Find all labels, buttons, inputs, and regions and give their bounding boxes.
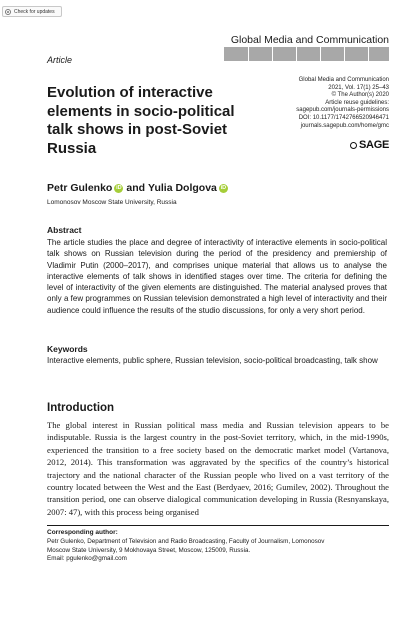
corresponding-author-line: Moscow State University, 9 Mokhovaya Street, Moscow, 125009, Russia. (47, 546, 251, 554)
journal-title: Global Media and Communication (230, 34, 389, 46)
introduction-text: The global interest in Russian political mass media and Russian television appears to be indisputable. Russia is the largest country in the post-Soviet territory, which, in the mid-1990s, experienced the transition to a free society based on the democratic market model (Vartanova, 2012, 2014). This transformation was aggravated by the specifics of the country’s historical trajectory and the national character of the Russian people who lived on a vast territory of the country located between the West and the East (Berdyaev, 2016; Gumilev, 2002). Throughout the transition period, one can observe dialogical communication developing in Russia (Resnyanskaya, 2007: 47), with this process being organised (47, 420, 389, 517)
sage-logo-text: SAGE (359, 139, 389, 151)
meta-permissions-link[interactable]: sagepub.com/journals-permissions (296, 107, 389, 114)
corresponding-author-details (47, 538, 347, 564)
journal-header-bar (224, 47, 389, 61)
sage-logo (350, 139, 389, 151)
author-name: Petr Gulenko (47, 182, 113, 194)
sage-logo-icon (350, 142, 357, 149)
meta-journal-link[interactable]: journals.sagepub.com/home/gmc (300, 122, 389, 129)
author-connector: and (126, 182, 146, 194)
article-type-label: Article (47, 55, 73, 65)
orcid-icon[interactable]: iD (220, 184, 227, 191)
check-for-updates-button[interactable] (2, 6, 62, 17)
meta-journal-name: Global Media and Communication (298, 77, 389, 83)
author-list (47, 182, 231, 194)
keywords-text: Interactive elements, public sphere, Russian television, socio-political broadcasting, talk show (47, 356, 378, 365)
corresponding-author-heading: Corresponding author: (47, 529, 118, 536)
meta-volume: 2021, Vol. 17(1) 25–43 (328, 84, 389, 91)
journal-metadata (296, 77, 389, 130)
keywords-heading: Keywords (47, 344, 88, 354)
orcid-icon[interactable]: iD (116, 184, 122, 191)
introduction-heading: Introduction (47, 402, 115, 414)
corresponding-author-email[interactable]: Email: pgulenko@gmail.com (47, 555, 127, 563)
abstract-text: The article studies the place and degree of interactivity of interactive elements in socio-political talk shows on Russian television during the period of the presidency and premiership of Vladimir Putin (2000–2017), and comprises unique material that allows us to analyse the interactive elements of talk shows in identified stages over time. The criteria for defining the level of interactivity of the given elements are distinguished. The material analysed proves that only a few programmes on Russian television demonstrated a high level of interactivity and their audience could influence the results of the studio discussions, for only a very short period. (47, 238, 387, 315)
abstract-heading: Abstract (47, 225, 82, 235)
meta-copyright: © The Author(s) 2020 (331, 92, 389, 99)
check-for-updates-label: Check for updates (14, 9, 55, 15)
meta-reuse-label: Article reuse guidelines: (325, 99, 389, 106)
corresponding-author-line: Petr Gulenko, Department of Television and Radio Broadcasting, Faculty of Journalism, Lomonosov (47, 538, 325, 545)
author-affiliation: Lomonosov Moscow State University, Russia (47, 199, 177, 206)
author-name: Yulia Dolgova (148, 182, 217, 194)
meta-doi-link[interactable]: DOI: 10.1177/1742766520946471 (298, 114, 389, 121)
article-title: Evolution of interactive elements in socio-political talk shows in post-Soviet Russia (47, 84, 235, 157)
check-updates-icon (5, 9, 11, 15)
footnote-divider (47, 525, 389, 526)
